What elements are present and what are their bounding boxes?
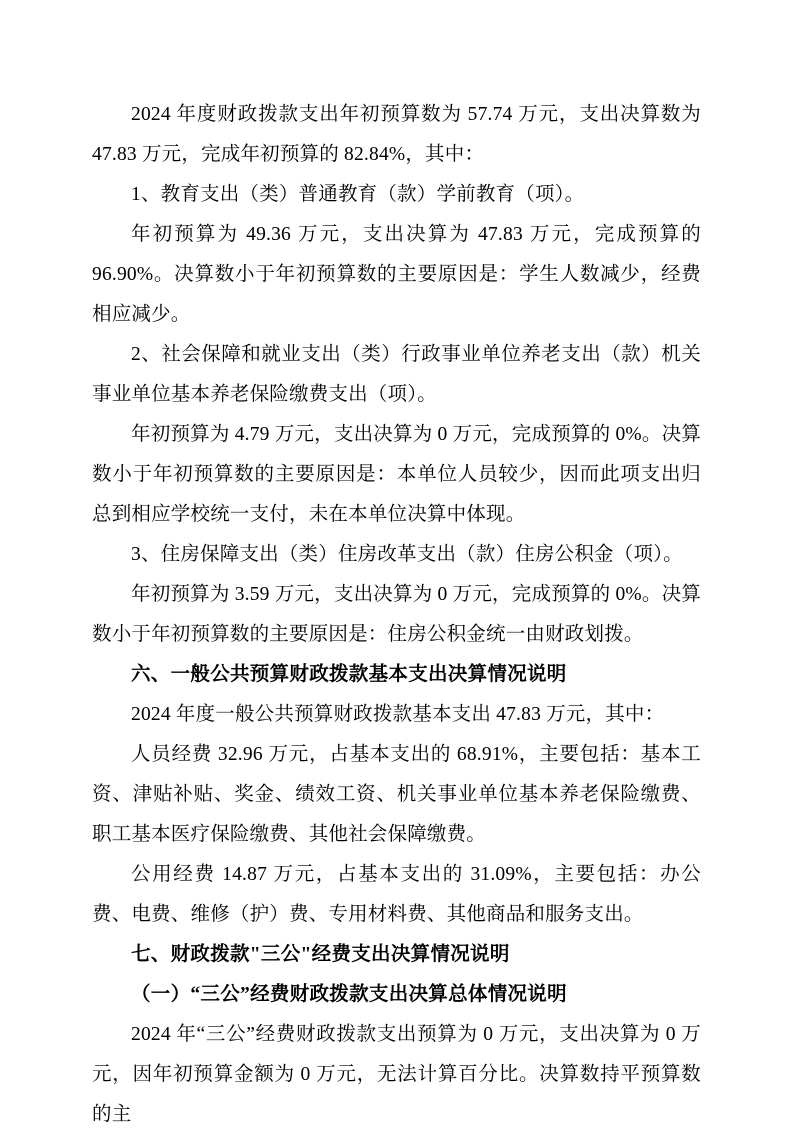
- para-basic-expenditure-total: 2024 年度一般公共预算财政拨款基本支出 47.83 万元，其中：: [131, 704, 665, 725]
- heading-section-six: 六、一般公共预算财政拨款基本支出决算情况说明: [131, 664, 567, 685]
- para-fiscal-expenditure-summary: 2024 年度财政拨款支出年初预算数为 57.74 万元，支出决算数为 47.83 万元，完成年初预算的 82.84%，其中：: [92, 104, 701, 165]
- para-item-1-education-detail: 年初预算为 49.36 万元，支出决算为 47.83 万元，完成预算的 96.90%。决算数小于年初预算数的主要原因是：学生人数减少，经费相应减少。: [92, 224, 701, 325]
- para-item-2-social-security-title: 2、社会保障和就业支出（类）行政事业单位养老支出（款）机关事业单位基本养老保险缴费支出（项）。: [92, 344, 701, 405]
- para-item-1-education-title: 1、教育支出（类）普通教育（款）学前教育（项）。: [131, 184, 585, 205]
- para-personnel-expenditure: 人员经费 32.96 万元，占基本支出的 68.91%，主要包括：基本工资、津贴补贴、奖金、绩效工资、机关事业单位基本养老保险缴费、职工基本医疗保险缴费、其他社会保障缴费。: [92, 744, 701, 845]
- para-three-public-expenses: 2024 年“三公”经费财政拨款支出预算为 0 万元，支出决算为 0 万元，因年初预算金额为 0 万元，无法计算百分比。决算数持平预算数的主: [92, 1024, 701, 1125]
- para-item-3-housing-title: 3、住房保障支出（类）住房改革支出（款）住房公积金（项）。: [131, 544, 683, 565]
- para-public-expenditure: 公用经费 14.87 万元，占基本支出的 31.09%，主要包括：办公费、电费、维修（护）费、专用材料费、其他商品和服务支出。: [92, 864, 701, 925]
- subheading-section-seven-one: （一）“三公”经费财政拨款支出决算总体情况说明: [131, 984, 567, 1005]
- document-body: [92, 95, 701, 1135]
- para-item-2-social-security-detail: 年初预算为 4.79 万元，支出决算为 0 万元，完成预算的 0%。决算数小于年初预算数的主要原因是：本单位人员较少，因而此项支出归总到相应学校统一支付，未在本单位决算中体现。: [92, 424, 701, 525]
- heading-section-seven: 七、财政拨款"三公"经费支出决算情况说明: [131, 944, 510, 965]
- para-item-3-housing-detail: 年初预算为 3.59 万元，支出决算为 0 万元，完成预算的 0%。决算数小于年初预算数的主要原因是：住房公积金统一由财政划拨。: [92, 584, 701, 645]
